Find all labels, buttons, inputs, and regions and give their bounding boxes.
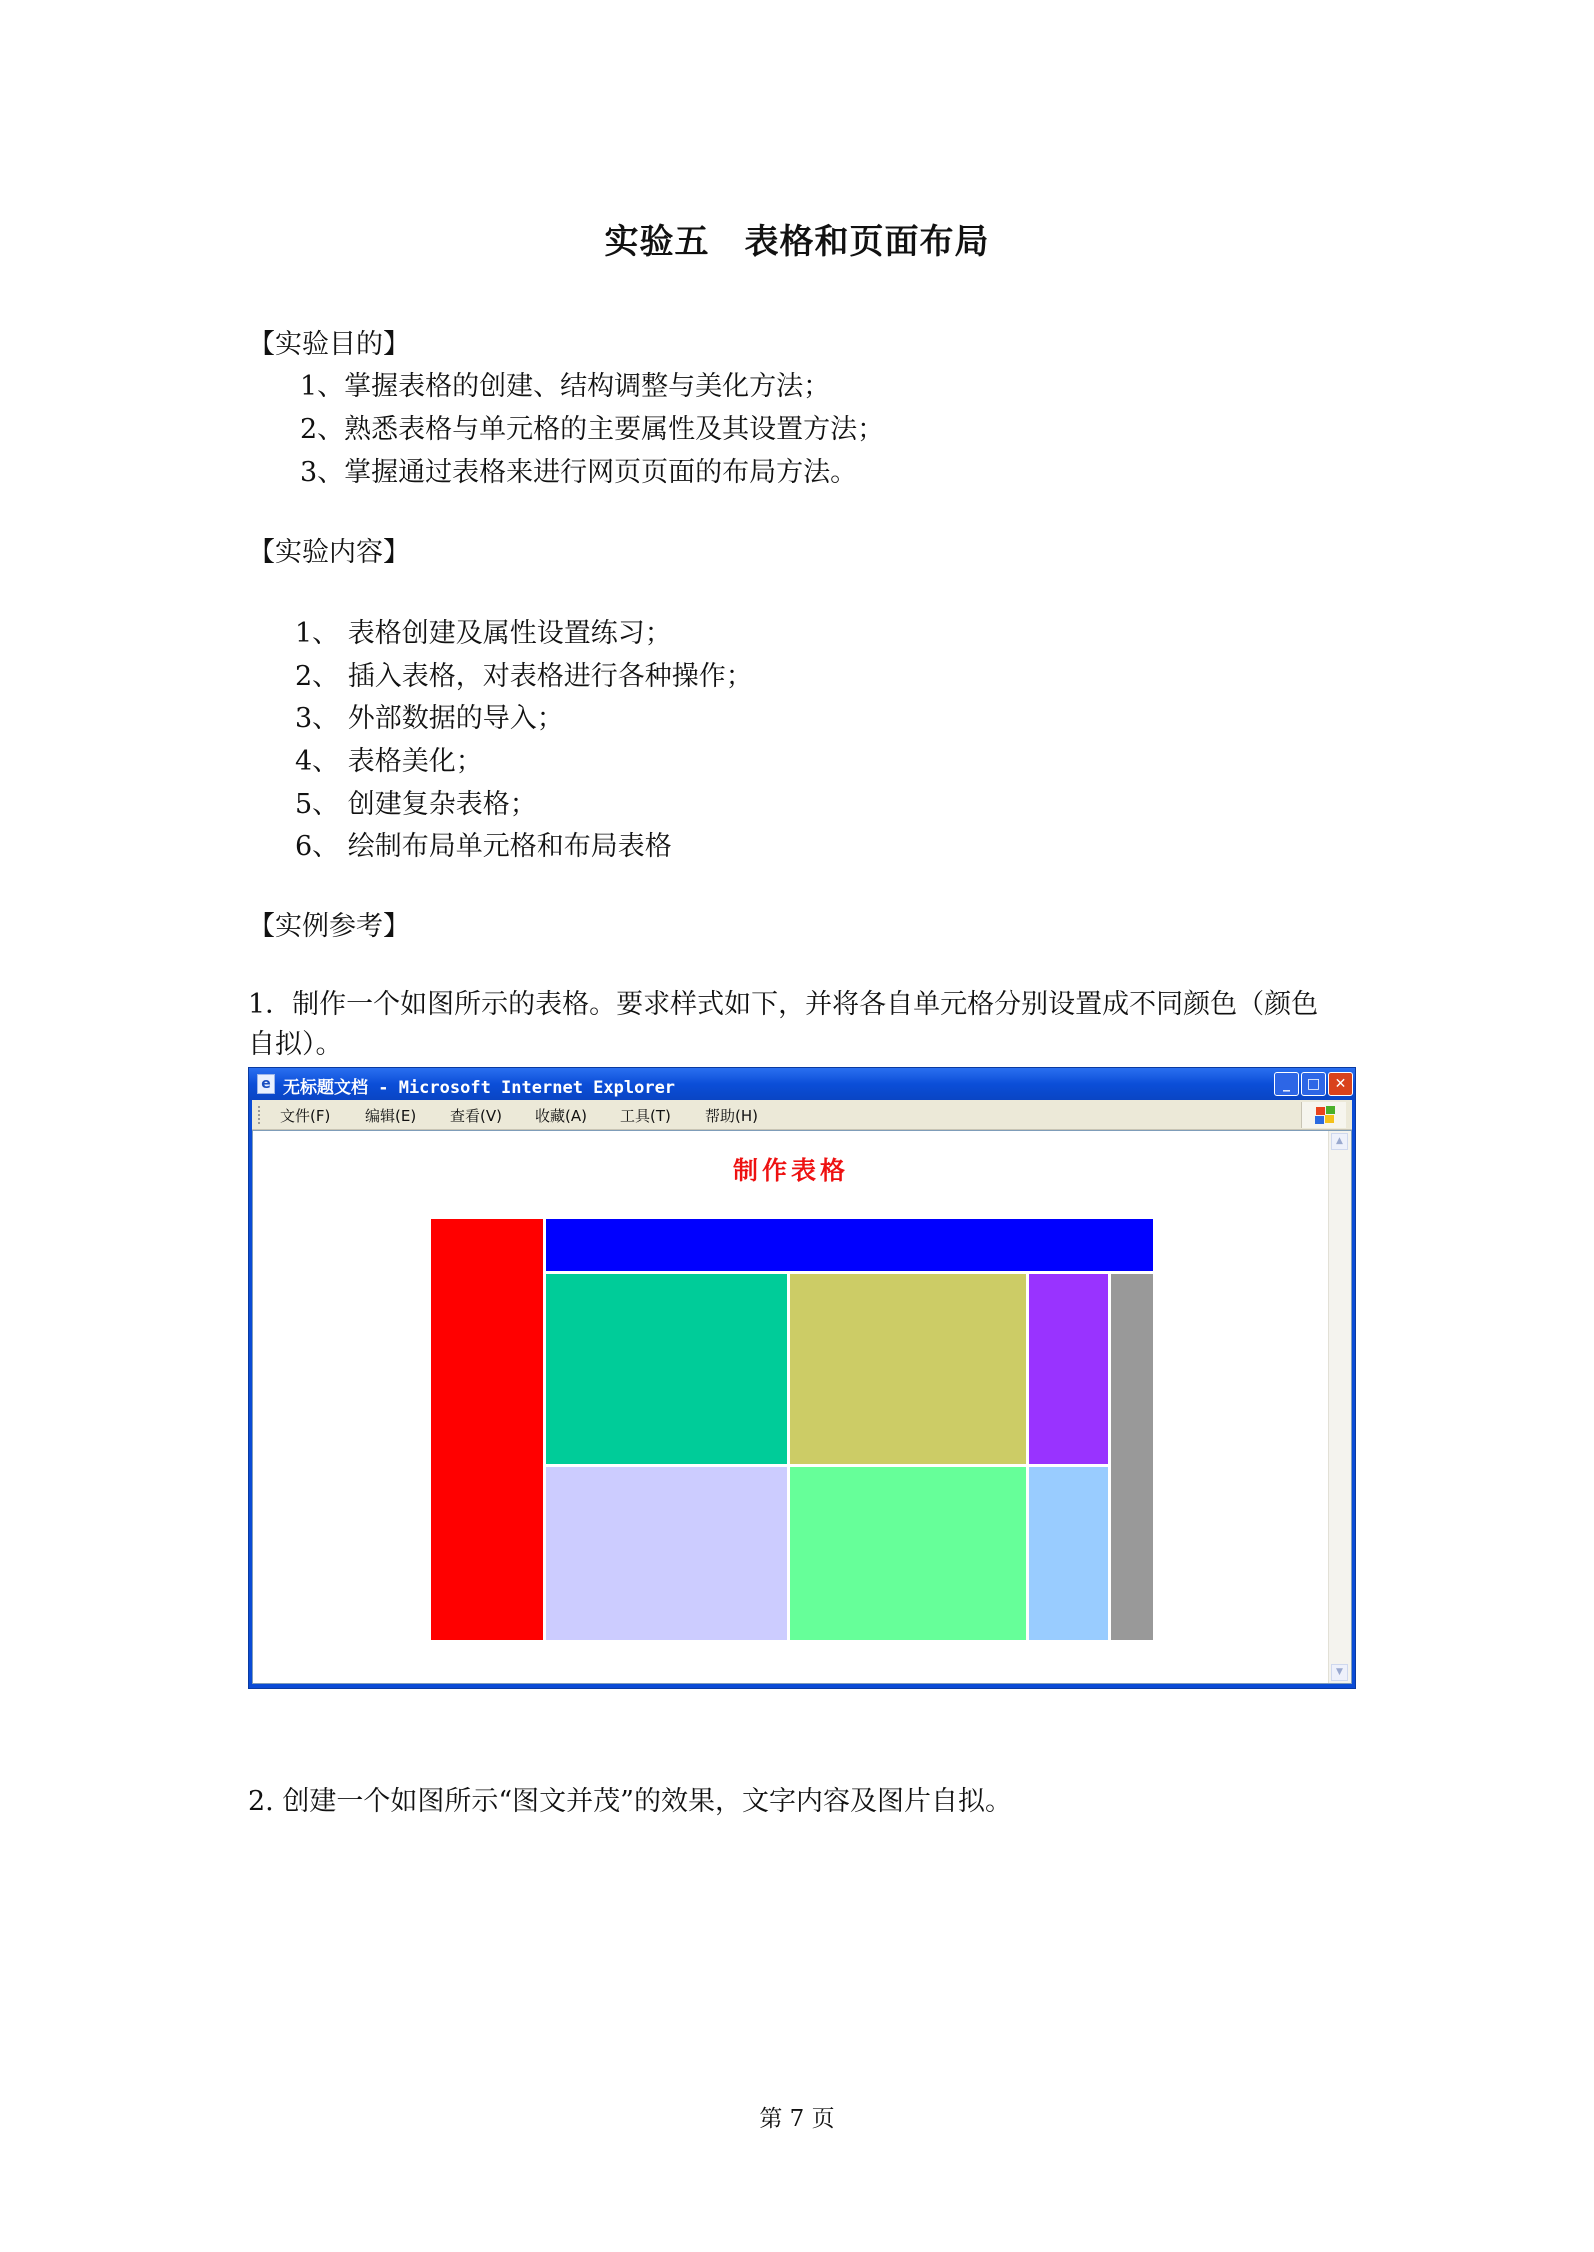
cell-gray [1111, 1274, 1153, 1640]
menu-file[interactable]: 文件(F) [280, 1107, 331, 1125]
ie-content-area [252, 1130, 1352, 1684]
scroll-up-icon[interactable]: ▲ [1331, 1133, 1348, 1150]
menu-help[interactable]: 帮助(H) [705, 1107, 758, 1125]
cell-purple [1029, 1274, 1108, 1464]
cell-teal [546, 1274, 787, 1464]
content-item-3: 3、 外部数据的导入； [295, 703, 564, 734]
vertical-scrollbar[interactable] [1328, 1131, 1351, 1683]
cell-sky-blue [1029, 1467, 1108, 1640]
menu-favorites[interactable]: 收藏(A) [535, 1107, 587, 1125]
purpose-heading: 【实验目的】 [248, 329, 410, 360]
purpose-item-2: 2、熟悉表格与单元格的主要属性及其设置方法； [300, 414, 885, 445]
ie-menubar [252, 1100, 1352, 1130]
cell-light-green [790, 1467, 1026, 1640]
content-item-2: 2、 插入表格，对表格进行各种操作； [295, 661, 753, 692]
close-icon[interactable]: ✕ [1328, 1072, 1353, 1096]
example-2-text: 2. 创建一个如图所示“图文并茂”的效果，文字内容及图片自拟。 [248, 1786, 1012, 1817]
cell-left-red [431, 1219, 543, 1640]
content-item-5: 5、 创建复杂表格； [295, 789, 537, 820]
ie-window-title: 无标题文档 - Microsoft Internet Explorer [283, 1078, 676, 1098]
content-item-6: 6、 绘制布局单元格和布局表格 [295, 831, 672, 862]
page-heading: 制作表格 [732, 1156, 849, 1185]
windows-flag-icon [1301, 1102, 1346, 1128]
content-item-4: 4、 表格美化； [295, 746, 483, 777]
document-title: 实验五 表格和页面布局 [604, 222, 990, 262]
menu-tools[interactable]: 工具(T) [620, 1107, 671, 1125]
scroll-down-icon[interactable]: ▼ [1331, 1664, 1348, 1681]
content-heading: 【实验内容】 [248, 537, 410, 568]
examples-heading: 【实例参考】 [248, 911, 410, 942]
ie-document-icon: e [257, 1074, 275, 1094]
ie-window-screenshot [248, 1067, 1356, 1689]
purpose-item-3: 3、掌握通过表格来进行网页页面的布局方法。 [300, 457, 858, 488]
menu-edit[interactable]: 编辑(E) [365, 1107, 417, 1125]
menu-view[interactable]: 查看(V) [450, 1107, 502, 1125]
maximize-icon[interactable]: □ [1301, 1072, 1326, 1096]
example-1-line-2: 自拟）。 [248, 1029, 343, 1060]
ie-titlebar [249, 1068, 1355, 1100]
menubar-grip [258, 1106, 262, 1124]
example-1-line-1: 1．制作一个如图所示的表格。要求样式如下，并将各自单元格分别设置成不同颜色（颜色 [248, 989, 1319, 1020]
content-item-1: 1、 表格创建及属性设置练习； [295, 618, 672, 649]
minimize-icon[interactable]: _ [1274, 1072, 1299, 1096]
cell-lavender [546, 1467, 787, 1640]
purpose-item-1: 1、掌握表格的创建、结构调整与美化方法； [300, 371, 831, 402]
page-footer: 第 7 页 [759, 2106, 835, 2132]
cell-top-blue [546, 1219, 1153, 1271]
cell-olive [790, 1274, 1026, 1464]
